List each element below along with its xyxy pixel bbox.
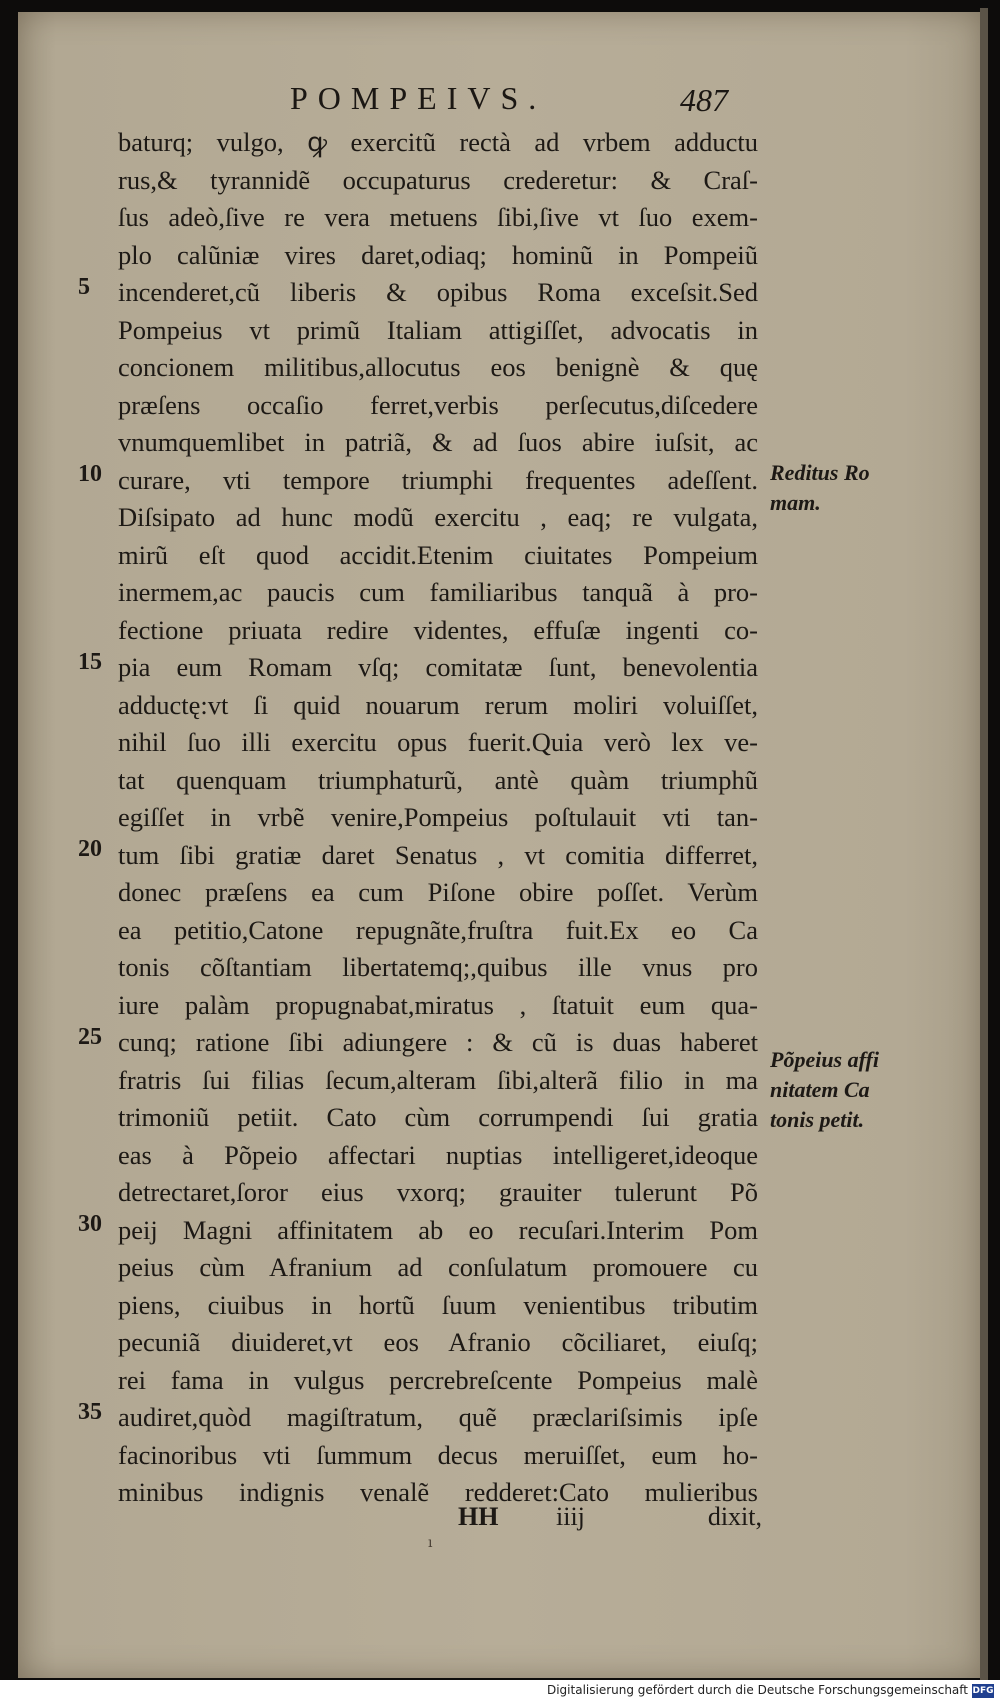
dfg-logo-icon: DFG [972,1686,994,1696]
text-line: rei fama in vulgus percrebreſcente Pompeius malè [118,1364,758,1395]
text-line: rus,& tyrannidẽ occupaturus crederetur: & Craſ- [118,164,758,195]
footer-credit: Digitalisierung gefördert durch die Deutsche Forschungsgemeinschaft [546,1683,968,1697]
text-line: fectione priuata redire videntes, effuſæ ingenti co- [118,614,758,645]
text-line: iure palàm propugnabat,miratus , ſtatuit eum qua- [118,989,758,1020]
text-line: audiret,quòd magiſtratum, quẽ præclariſsimis ipſe [118,1402,758,1432]
text-line: pia eum Romam vſq; comitatæ ſunt, benevolentia [118,652,758,682]
line-number: 5 [78,274,90,300]
line-number: 30 [78,1211,102,1237]
text-line: vnumquemlibet in patriã, & ad ſuos abire iuſsit, ac [118,427,758,457]
text-line: mirũ eſt quod accidit.Etenim ciuitates Pompeium [118,539,758,570]
text-line: curare, vti tempore triumphi frequentes adeſſent. [118,464,758,495]
text-line: tonis cõſtantiam libertatemq;,quibus ille vnus pro [118,952,758,982]
marginal-note-pompeius [770,1045,900,1135]
signature-mark: HH [458,1502,499,1531]
line-number: 15 [78,649,102,675]
marginal-line: mam. [770,490,821,515]
line-number: 10 [78,461,102,487]
text-line: inermem,ac paucis cum familiaribus tanquã à pro- [118,577,758,607]
text-line: donec præſens ea cum Piſone obire poſſet. Verùm [118,877,758,907]
text-line: peij Magni affinitatem ab eo recuſari.Interim Pom [118,1214,758,1245]
page-header [0,80,1000,130]
marginal-line: nitatem Ca [770,1077,870,1102]
line-number: 25 [78,1024,102,1050]
footer-bar [0,1680,1000,1703]
marginal-line: Reditus Ro [770,460,870,485]
text-line: præſens occaſio ferret,verbis perſecutus,diſcedere [118,389,758,420]
folio-number: 487 [680,82,728,118]
text-line: plo calũniæ vires daret,odiaq; hominũ in Pompeiũ [118,239,758,270]
text-line: piens, ciuibus in hortũ ſuum venientibus tributim [118,1289,758,1320]
catchword: dixit, [707,1502,762,1531]
text-line: pecuniã diuideret,vt eos Afranio cõciliaret, eiuſq; [118,1327,758,1357]
text-line: baturq; vulgo, ꝙ exercitũ rectà ad vrbem adductu [118,127,758,157]
running-head: POMPEIVS. [290,80,547,116]
text-line: adductę:vt ſi quid nouarum rerum moliri voluiſſet, [118,689,758,720]
text-line: ea petitio,Catone repugnãte,fruſtra fuit.Ex eo Ca [118,914,758,945]
text-line: ſus adeò,ſive re vera metuens ſibi,ſive vt ſuo exem- [118,202,758,232]
marginal-note-reditus [770,458,900,518]
text-line: tat quenquam triumphaturũ, antè quàm triumphũ [118,764,758,795]
text-line: minibus indignis venalẽ redderet:Cato mulieribus [118,1477,758,1507]
line-number: 20 [78,836,102,862]
main-text [118,124,758,1512]
catchword-line [118,1502,762,1540]
text-line: egiſſet in vrbẽ venire,Pompeius poſtulauit vti tan- [118,802,758,832]
paper-blemish: ı [428,1535,433,1551]
text-line: Diſsipato ad hunc modũ exercitu , eaq; re vulgata, [118,502,758,532]
line-number: 35 [78,1399,102,1425]
text-line: nihil ſuo illi exercitu opus fuerit.Quia verò lex ve- [118,727,758,757]
text-line: cunq; ratione ſibi adiungere : & cũ is duas haberet [118,1027,758,1057]
text-line: concionem militibus,allocutus eos benignè & quę [118,352,758,382]
text-line: peius cùm Afranium ad conſulatum promouere cu [118,1252,758,1282]
marginal-line: Põpeius affi [770,1047,879,1072]
text-line: tum ſibi gratiæ daret Senatus , vt comitia differret, [118,839,758,870]
text-line: trimoniũ petiit. Cato cùm corrumpendi ſui gratia [118,1102,758,1132]
text-line: Pompeius vt primũ Italiam attigiſſet, advocatis in [118,314,758,345]
text-line: fratris ſui filias ſecum,alteram ſibi,alterã filio in ma [118,1064,758,1095]
text-line: facinoribus vti ſummum decus meruiſſet, eum ho- [118,1439,758,1470]
text-line: eas à Põpeio affectari nuptias intelligeret,ideoque [118,1139,758,1170]
text-line: incenderet,cũ liberis & opibus Roma exceſsit.Sed [118,277,758,307]
page-edge [980,8,988,1680]
signature-number: iiij [556,1502,585,1531]
marginal-line: tonis petit. [770,1107,865,1132]
text-line: detrectaret,ſoror eius vxorq; grauiter tulerunt Põ [118,1177,758,1207]
